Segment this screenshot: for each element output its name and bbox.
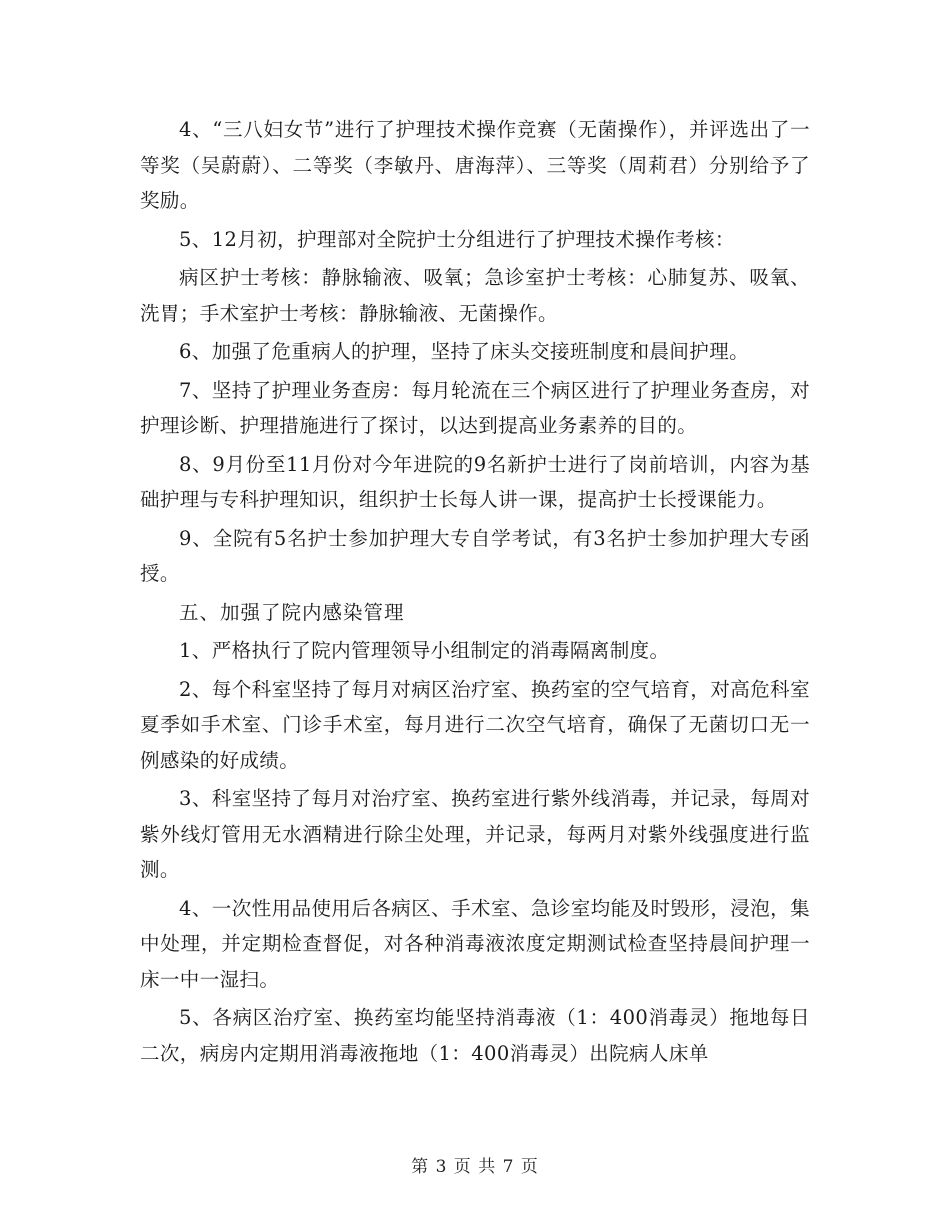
paragraph-item-6-critical-care: 6、加强了危重病人的护理，坚持了床头交接班制度和晨间护理。 (179, 340, 750, 363)
paragraph-item-5-assessment: 5、12月初，护理部对全院护士分组进行了护理技术操作考核： (179, 227, 735, 251)
paragraph-item-8-training: 8、9月份至11月份对今年进院的9名新护士进行了岗前培训，内容为基础护理与专科护理知识，组织护士长每人讲一课，提高护士长授课能力。 (140, 452, 810, 511)
paragraph-infection-item-3: 3、科室坚持了每月对治疗室、换药室进行紫外线消毒，并记录，每周对紫外线灯管用无水酒精进行除尘处理，并记录，每两月对紫外线强度进行监测。 (140, 787, 810, 881)
paragraph-infection-item-4: 4、一次性用品使用后各病区、手术室、急诊室均能及时毁形，浸泡，集中处理，并定期检查督促，对各种消毒液浓度定期测试检查坚持晨间护理一床一中一湿扫。 (140, 896, 810, 991)
paragraph-assessment-details: 病区护士考核：静脉输液、吸氧；急诊室护士考核：心肺复苏、吸氧、洗胃；手术室护士考核：静脉输液、无菌操作。 (140, 266, 810, 325)
paragraph-item-7-ward-rounds: 7、坚持了护理业务查房：每月轮流在三个病区进行了护理业务查房，对护理诊断、护理措施进行了探讨，以达到提高业务素养的目的。 (140, 378, 810, 437)
paragraph-item-9-exams: 9、全院有5名护士参加护理大专自学考试，有3名护士参加护理大专函授。 (140, 526, 810, 585)
document-body (140, 112, 810, 1074)
page-number-footer: 第 3 页 共 7 页 (411, 1157, 539, 1177)
paragraph-infection-item-2: 2、每个科室坚持了每月对病区治疗室、换药室的空气培育，对高危科室夏季如手术室、门诊手术室，每月进行二次空气培育，确保了无菌切口无一例感染的好成绩。 (140, 677, 810, 772)
section-heading-infection-control: 五、加强了院内感染管理 (179, 600, 405, 624)
paragraph-item-4-competition: 4、“三八妇女节”进行了护理技术操作竞赛（无菌操作），并评选出了一等奖（吴蔚蔚）、二等奖（李敏丹、唐海萍）、三等奖（周莉君）分别给予了奖励。 (140, 118, 810, 212)
paragraph-infection-item-1: 1、严格执行了院内管理领导小组制定的消毒隔离制度。 (179, 639, 670, 662)
paragraph-infection-item-5: 5、各病区治疗室、换药室均能坚持消毒液（1：400消毒灵）拖地每日二次，病房内定期用消毒液拖地（1：400消毒灵）出院病人床单 (140, 1006, 810, 1065)
